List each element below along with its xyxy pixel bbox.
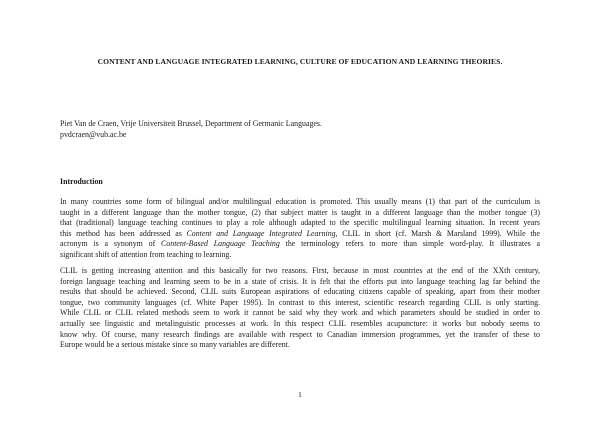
paragraph-line: know why. Of course, many research findings are available with respect to Canadian immersion programmes, yet the transfer of these to xyxy=(60,329,540,339)
paragraph-line: significant shift of attention from teaching to learning. xyxy=(60,249,232,259)
paragraph-line: that (traditional) language teaching continues to play a role although adapted to the specific multilingual learning situation. In recent years xyxy=(60,218,540,228)
text-run: this method has been addressed as xyxy=(60,228,187,238)
paragraph-line: CLIL is getting increasing attention and this basically for two reasons. First, because in most countries at the end of the XXth century, xyxy=(60,266,540,275)
text-run: , CLIL in short (cf. Marsh & Marsland 1999). While the xyxy=(335,228,540,238)
text-run: acronym is a synonym of xyxy=(60,239,162,249)
page-number: 1 xyxy=(298,390,302,399)
paragraph-line: taught in a different language than the mother tongue, (2) that subject matter is taught in a different language than the mother tongue (3) xyxy=(60,207,540,217)
paragraph-line: In many countries some form of bilingual and/or multilingual education is promoted. This usually means (1) that part of the curriculum is xyxy=(60,197,540,206)
document-title: CONTENT AND LANGUAGE INTEGRATED LEARNING, CULTURE OF EDUCATION AND LEARNING THEORIES. xyxy=(97,57,503,66)
paragraph-line: foreign language teaching and learning seem to be in a state of crisis. It is felt that the efforts put into language teaching lag far behind the xyxy=(60,276,540,286)
italic-term-clil: Content and Language Integrated Learning xyxy=(186,228,336,238)
section-heading: Introduction xyxy=(60,177,103,186)
paragraph-line: While CLIL or CLIL related methods seem to work it cannot be said why they work and which parameters should be studied in order to xyxy=(60,308,540,318)
paragraph-line xyxy=(60,229,540,240)
paragraph-introduction-2 xyxy=(60,266,540,351)
italic-term-cblt: Content-Based Language Teaching xyxy=(161,239,280,249)
author-email: pvdcraen@vub.ac.be xyxy=(60,130,127,139)
paragraph-line: Europe would be a serious mistake since so many variables are different. xyxy=(60,340,290,350)
paragraph-line: results that should be achieved. Second, CLIL suits European aspirations of educating citizens capable of speaking, apart from their mother xyxy=(60,287,540,297)
paragraph-introduction-1 xyxy=(60,197,540,261)
paragraph-line xyxy=(60,239,540,250)
paragraph-line: actually see linguistic and metalinguistic processes at work. In this respect CLIL resembles acupuncture: it works but nobody seems to xyxy=(60,318,540,328)
author-affiliation: Piet Van de Craen, Vrije Universiteit Brussel, Department of Germanic Languages. xyxy=(60,119,322,128)
paragraph-line: tongue, two community languages (cf. White Paper 1995). In contrast to this interest, scientific research regarding CLIL is only starting. xyxy=(60,297,540,307)
author-block xyxy=(60,118,322,140)
text-run: the terminology refers to more than simple word-play. It illustrates a xyxy=(279,239,540,249)
